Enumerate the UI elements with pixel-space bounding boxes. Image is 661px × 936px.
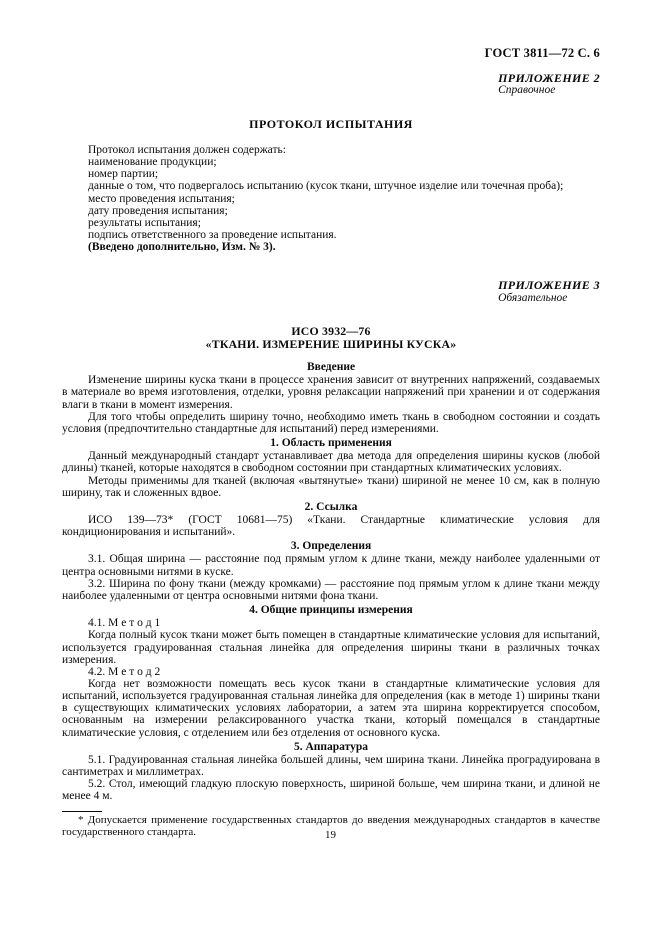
doc-header: ГОСТ 3811—72 С. 6 bbox=[484, 46, 600, 60]
paragraph: Когда полный кусок ткани может быть помещен в стандартные климатические условия для испытаний, используется градуированная стальная линейка для определения ширины ткани в различных точках измерения. bbox=[62, 629, 600, 666]
paragraph: 5.2. Стол, имеющий гладкую плоскую поверхность, шириной больше, чем ширина ткани, и длиной не менее 4 м. bbox=[62, 778, 600, 803]
annex2-kind: Справочное bbox=[498, 84, 556, 97]
section-heading-principles: 4. Общие принципы измерения bbox=[249, 604, 413, 617]
annex2-list bbox=[62, 144, 600, 253]
paragraph: Данный международный стандарт устанавливает два метода для определения ширины кусков (любой длины) тканей, которые находятся в свободном состоянии при стандартных климатических условиях. bbox=[62, 450, 600, 475]
annex2-list-item: наименование продукции; bbox=[88, 156, 217, 169]
paragraph: 3.2. Ширина по фону ткани (между кромками) — расстояние под прямым углом к длине ткани между наиболее удаленными от центра основными нитями фона ткани. bbox=[62, 577, 600, 602]
annex2-list-item: результаты испытания; bbox=[88, 216, 201, 229]
annex3-header-block bbox=[62, 279, 600, 304]
annex3-header-inner bbox=[498, 279, 600, 304]
annex3-label: ПРИЛОЖЕНИЕ 3 bbox=[498, 278, 600, 293]
annex2-title: ПРОТОКОЛ ИСПЫТАНИЯ bbox=[249, 116, 413, 131]
paragraph: Когда нет возможности помещать весь кусок ткани в стандартные климатические условия для испытаний, используется градуированная стальная линейка для определения (как в методе 1) ширины ткани в существующих климатических условиях лаборатории, а затем эта ширина корректируется способом, основанным на измерении релаксированного участка ткани, который помещался в стандартные климатические условия, с отделением или без отделения от основного куска. bbox=[62, 678, 600, 739]
annex3-kind: Обязательное bbox=[498, 291, 568, 304]
method2-label: 4.2. М е т о д 2 bbox=[88, 665, 161, 678]
section-heading-reference: 2. Ссылка bbox=[304, 500, 358, 513]
section-heading-intro: Введение bbox=[306, 361, 356, 374]
footnote-text: * Допускается применение государственных стандартов до введения международных стандартов в качестве государственного стандарта. bbox=[62, 813, 600, 838]
annex2-lead: Протокол испытания должен содержать: bbox=[88, 143, 286, 156]
iso-name: «ТКАНИ. ИЗМЕРЕНИЕ ШИРИНЫ КУСКА» bbox=[205, 336, 457, 351]
paragraph: Для того чтобы определить ширину точно, необходимо иметь ткань в свободном состоянии и создать условия (предпочтительно стандартные для испытаний) перед измерениями. bbox=[62, 410, 600, 435]
annex2-list-item: номер партии; bbox=[88, 168, 159, 181]
iso-number: ИСО 3932—76 bbox=[291, 323, 371, 338]
annex2-list-item: данные о том, что подвергалось испытанию (кусок ткани, штучное изделие или точечная проба); bbox=[88, 180, 564, 193]
annex2-header-inner bbox=[498, 72, 600, 97]
paragraph: Методы применимы для тканей (включая «вытянутые» ткани) шириной не менее 10 см, как в полную ширину, так и сложенных вдвое. bbox=[62, 474, 600, 499]
annex2-list-item: место проведения испытания; bbox=[88, 192, 235, 205]
section-heading-apparatus: 5. Аппаратура bbox=[293, 740, 369, 753]
paragraph: 5.1. Градуированная стальная линейка большей длины, чем ширина ткани. Линейка проградуирована в сантиметрах и миллиметрах. bbox=[62, 753, 600, 779]
annex2-list-item: дату проведения испытания; bbox=[88, 204, 228, 217]
page-content bbox=[62, 47, 600, 838]
annex2-amendment-note: (Введено дополнительно, Изм. № 3). bbox=[88, 241, 276, 254]
annex3-standard-title bbox=[62, 325, 600, 350]
footnote-divider bbox=[62, 811, 102, 812]
annex2-list-item: подпись ответственного за проведение испытания. bbox=[88, 229, 337, 241]
annex2-header-block bbox=[62, 72, 600, 97]
section-heading-definitions: 3. Определения bbox=[290, 540, 372, 553]
paragraph: 3.1. Общая ширина — расстояние под прямым углом к длине ткани, между наиболее удаленными от центра основными нитями в куске. bbox=[62, 553, 600, 578]
paragraph: ИСО 139—73* (ГОСТ 10681—75) «Ткани. Стандартные климатические условия для кондиционирования и испытаний». bbox=[62, 513, 600, 539]
method1-label: 4.1. М е т о д 1 bbox=[88, 617, 161, 630]
page-number: 19 bbox=[325, 829, 336, 841]
annex2-label: ПРИЛОЖЕНИЕ 2 bbox=[498, 71, 600, 86]
section-heading-scope: 1. Область применения bbox=[270, 437, 392, 450]
paragraph: Изменение ширины куска ткани в процессе хранения зависит от внутренних напряжений, создаваемых в материале во время изготовления, отделки, уровня релаксации напряжений при хранении и от содержания влаги в ткани в момент измерения. bbox=[62, 374, 600, 411]
